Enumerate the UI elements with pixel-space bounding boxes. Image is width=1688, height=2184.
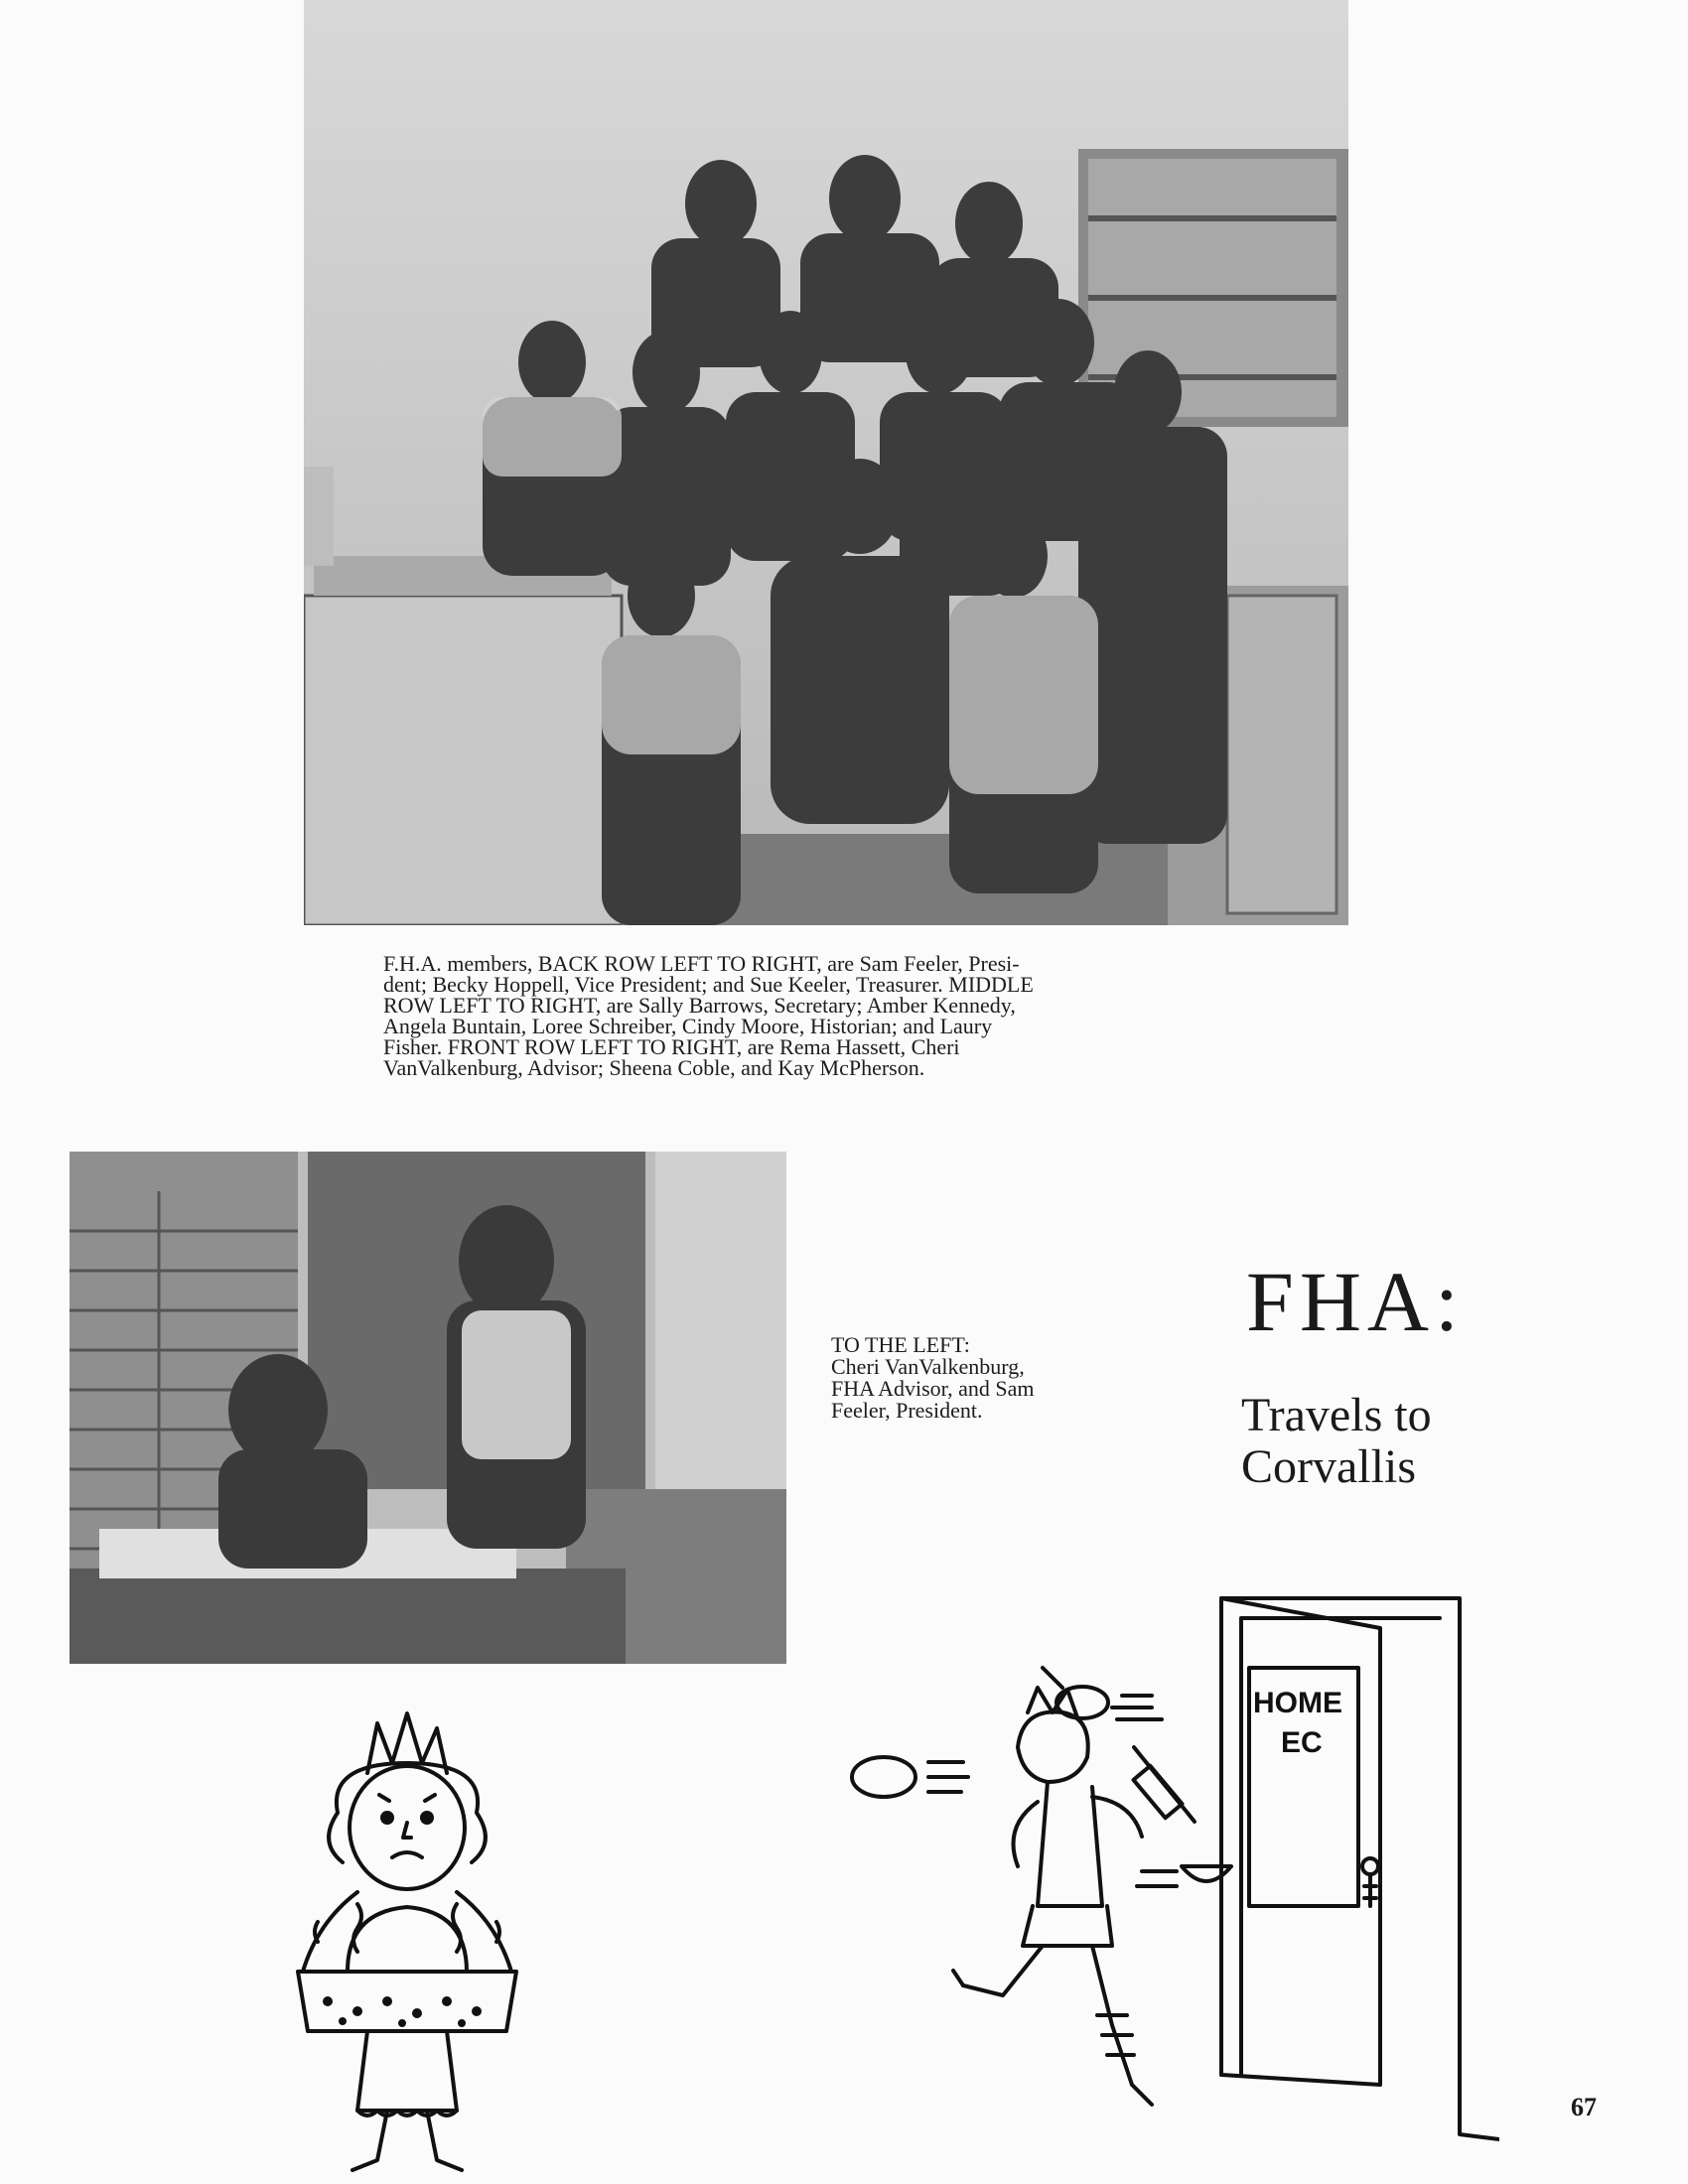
door-sign-home: HOME bbox=[1253, 1687, 1342, 1719]
page-subtitle: Travels to Corvallis bbox=[1241, 1389, 1432, 1493]
page-title: FHA: bbox=[1246, 1254, 1465, 1349]
cartoon-knight-home-ec bbox=[844, 1588, 1499, 2164]
door-sign-ec: EC bbox=[1281, 1726, 1323, 1759]
page-number: 67 bbox=[1571, 2093, 1597, 2121]
cartoon-girl-with-tray bbox=[258, 1704, 556, 2180]
desk-photo bbox=[70, 1152, 786, 1664]
desk-photo-caption: TO THE LEFT: Cheri VanValkenburg, FHA Advisor, and Sam Feeler, President. bbox=[831, 1332, 1035, 1423]
group-photo bbox=[304, 0, 1348, 925]
group-photo-caption: F.H.A. members, BACK ROW LEFT TO RIGHT, are Sam Feeler, Presi- dent; Becky Hoppell, Vice President; and Sue Keeler, Treasurer. MIDDLE ROW LEFT TO RIGHT, are Sally Barrows, Secretary; Amber Kennedy, Angela Buntain, Loree Schreiber, Cindy Moore, Historian; and Laury Fisher. FRONT ROW LEFT TO RIGHT, are Rema Hassett, Cheri VanValkenburg, Advisor; Sheena Coble, and Kay McPherson. bbox=[383, 951, 1034, 1080]
